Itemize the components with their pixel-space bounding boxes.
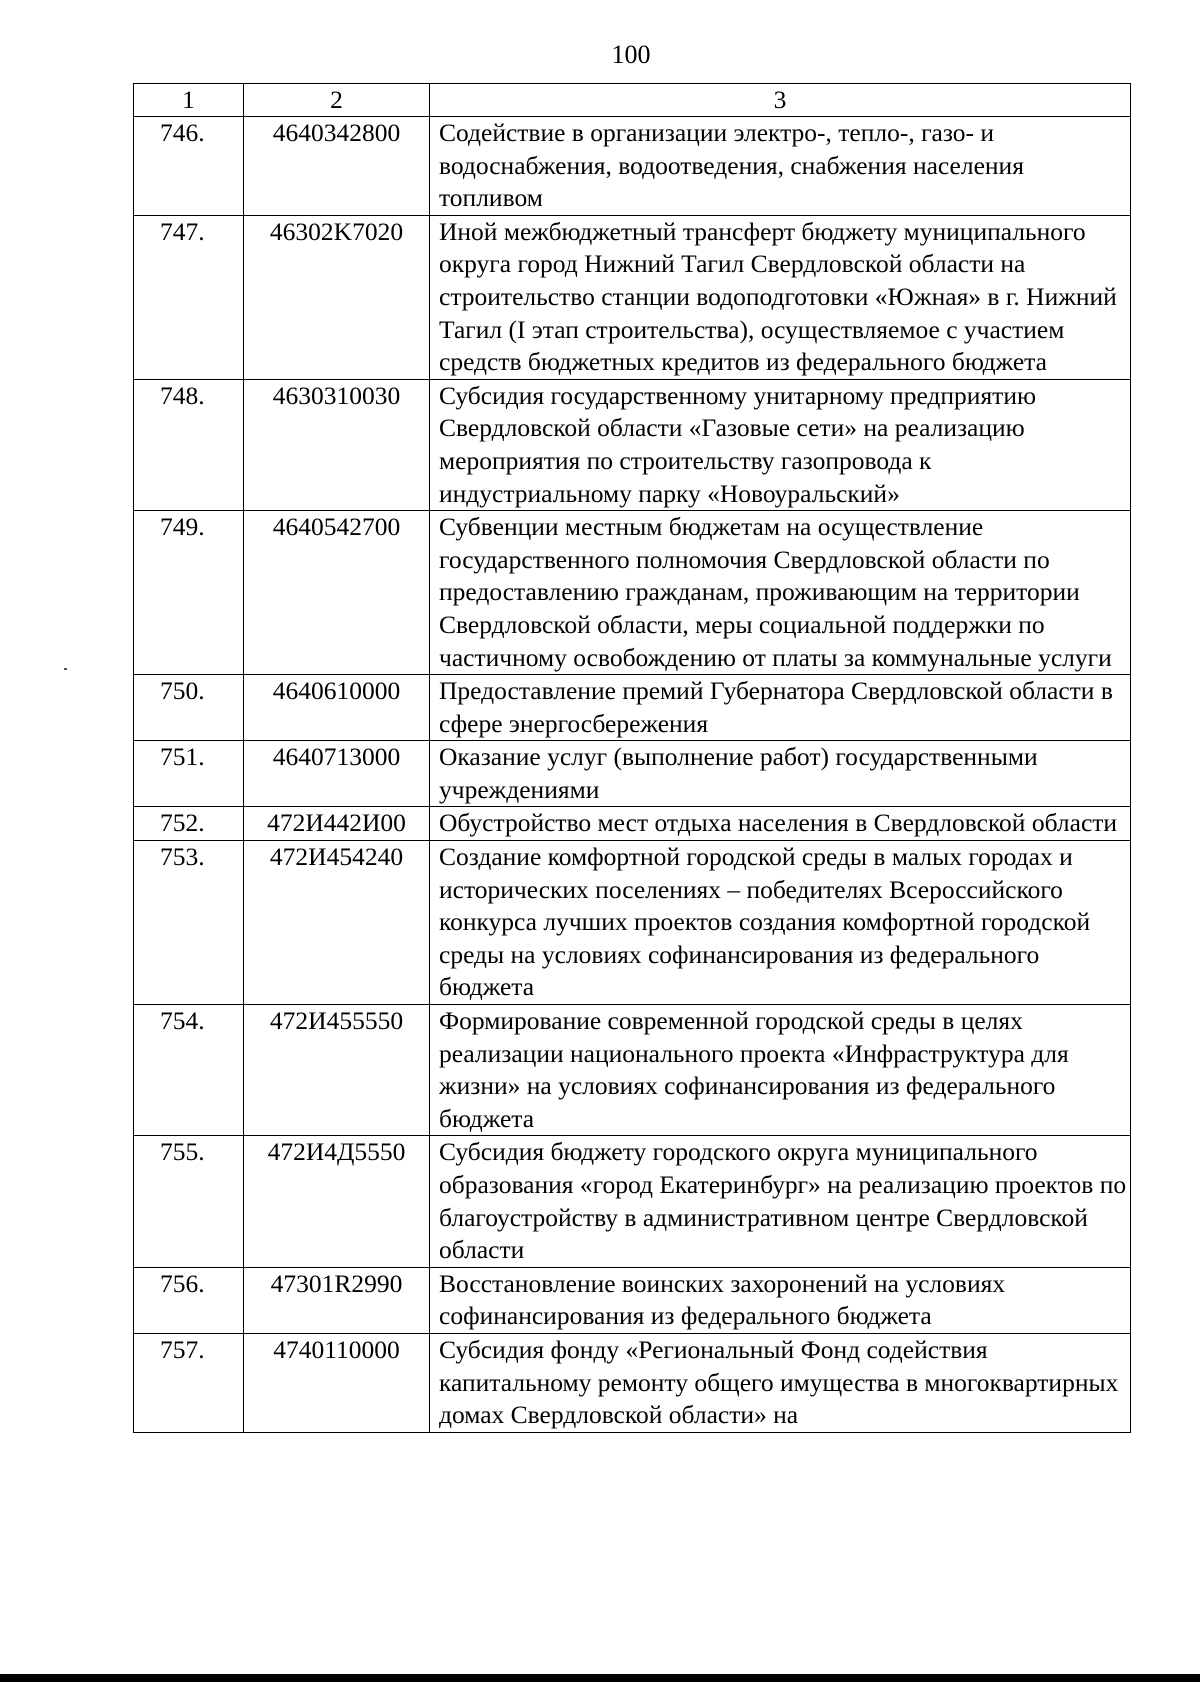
row-description: Субсидия фонду «Региональный Фонд содействия капитальному ремонту общего имущества в многоквартирных домах Свердловской области» на	[430, 1333, 1131, 1432]
row-code: 4640342800	[244, 117, 430, 216]
page-number: 100	[611, 40, 651, 69]
table-row	[134, 511, 1131, 675]
row-number: 757.	[134, 1333, 244, 1432]
row-number: 747.	[134, 215, 244, 379]
row-number: 752.	[134, 807, 244, 841]
row-code: 4630310030	[244, 379, 430, 510]
row-code: 472И442И00	[244, 807, 430, 841]
table-row	[134, 675, 1131, 741]
row-description: Субсидия бюджету городского округа муниципального образования «город Екатеринбург» на реализацию проектов по благоустройству в административном центре Свердловской области	[430, 1136, 1131, 1267]
row-description: Содействие в организации электро-, тепло-, газо- и водоснабжения, водоотведения, снабжения населения топливом	[430, 117, 1131, 216]
table-row	[134, 807, 1131, 841]
row-number: 753.	[134, 841, 244, 1005]
table-row	[134, 1005, 1131, 1136]
row-code: 47301R2990	[244, 1267, 430, 1333]
row-number: 748.	[134, 379, 244, 510]
row-description: Иной межбюджетный трансферт бюджету муниципального округа город Нижний Тагил Свердловской области на строительство станции водоподготовки «Южная» в г. Нижний Тагил (I этап строительства), осуществляемое с участием средств бюджетных кредитов из федерального бюджета	[430, 215, 1131, 379]
row-code: 4640542700	[244, 511, 430, 675]
scan-speck	[64, 668, 67, 670]
header-row	[134, 84, 1131, 117]
row-description: Восстановление воинских захоронений на условиях софинансирования из федерального бюджета	[430, 1267, 1131, 1333]
table-row	[134, 1267, 1131, 1333]
table-row	[134, 215, 1131, 379]
row-code: 4740110000	[244, 1333, 430, 1432]
row-code: 472И4Д5550	[244, 1136, 430, 1267]
row-description: Субвенции местным бюджетам на осуществление государственного полномочия Свердловской области по предоставлению гражданам, проживающим на территории Свердловской области, меры социальной поддержки по частичному освобождению от платы за коммунальные услуги	[430, 511, 1131, 675]
row-description: Оказание услуг (выполнение работ) государственными учреждениями	[430, 741, 1131, 807]
row-number: 746.	[134, 117, 244, 216]
row-code: 4640610000	[244, 675, 430, 741]
table-row	[134, 379, 1131, 510]
budget-codes-table	[133, 83, 1131, 1433]
row-number: 756.	[134, 1267, 244, 1333]
row-number: 749.	[134, 511, 244, 675]
header-col-1: 1	[134, 84, 244, 117]
table-row	[134, 1136, 1131, 1267]
table-body	[134, 117, 1131, 1433]
table-row	[134, 117, 1131, 216]
row-description: Предоставление премий Губернатора Свердловской области в сфере энергосбережения	[430, 675, 1131, 741]
row-number: 755.	[134, 1136, 244, 1267]
row-number: 750.	[134, 675, 244, 741]
table-row	[134, 741, 1131, 807]
table-header	[134, 84, 1131, 117]
row-description: Субсидия государственному унитарному предприятию Свердловской области «Газовые сети» на реализацию мероприятия по строительству газопровода к индустриальному парку «Новоуральский»	[430, 379, 1131, 510]
row-code: 472И454240	[244, 841, 430, 1005]
row-code: 46302K7020	[244, 215, 430, 379]
scan-bottom-border	[0, 1674, 1200, 1682]
header-col-3: 3	[430, 84, 1131, 117]
row-code: 4640713000	[244, 741, 430, 807]
row-description: Создание комфортной городской среды в малых городах и исторических поселениях – победителях Всероссийского конкурса лучших проектов создания комфортной городской среды на условиях софинансирования из федерального бюджета	[430, 841, 1131, 1005]
table-row	[134, 1333, 1131, 1432]
row-number: 754.	[134, 1005, 244, 1136]
row-description: Обустройство мест отдыха населения в Свердловской области	[430, 807, 1131, 841]
row-code: 472И455550	[244, 1005, 430, 1136]
row-description: Формирование современной городской среды в целях реализации национального проекта «Инфраструктура для жизни» на условиях софинансирования из федерального бюджета	[430, 1005, 1131, 1136]
row-number: 751.	[134, 741, 244, 807]
table-row	[134, 841, 1131, 1005]
header-col-2: 2	[244, 84, 430, 117]
